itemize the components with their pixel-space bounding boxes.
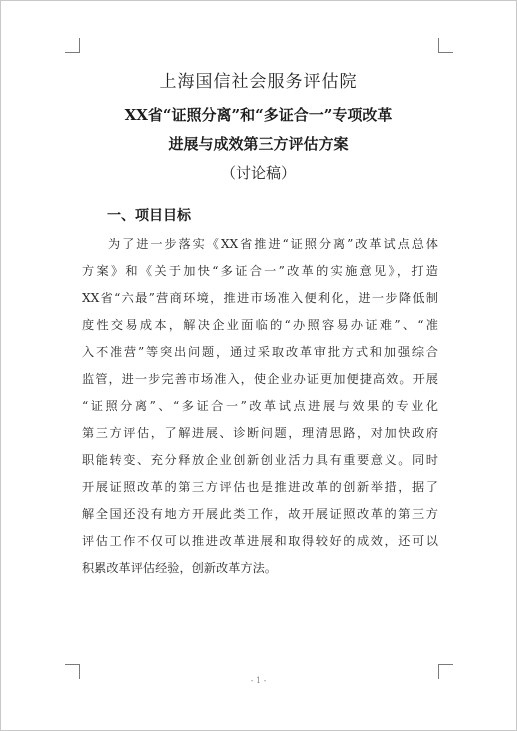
- document-title-line2: 进展与成效第三方评估方案: [168, 135, 349, 153]
- crop-mark-top-left: [65, 38, 80, 53]
- paragraph-line: 评估工作不仅可以推进改革进展和取得较好的成效，还可以: [82, 534, 438, 548]
- paragraph-line: 方案》和《关于加快“多证合一”改革的实施意见》，打造: [82, 264, 438, 278]
- paragraph-line: “证照分离”、“多证合一”改革试点进展与效果的专业化: [82, 399, 438, 413]
- paragraph-line: 积累改革评估经验，创新改革方法。: [82, 561, 277, 575]
- document-subtitle: （讨论稿）: [220, 164, 296, 182]
- paragraph-line: 监管，进一步完善市场准入，使企业办证更加便捷高效。开展: [82, 372, 438, 386]
- page-number: - 1 -: [250, 676, 267, 685]
- body-paragraph: [82, 231, 438, 582]
- section-heading: 一、项目目标: [107, 208, 191, 224]
- paragraph-line: 职能转变、充分释放企业创新创业活力具有重要意义。同时: [82, 453, 438, 467]
- paragraph-line: 为了进一步落实《XX省推进“证照分离”改革试点总体: [108, 237, 438, 251]
- organization-name: 上海国信社会服务评估院: [159, 72, 358, 92]
- paragraph-line: 第三方评估，了解进展、诊断问题，理清思路，对加快政府: [82, 426, 438, 440]
- paragraph-line: 解全国还没有地方开展此类工作，故开展证照改革的第三方: [82, 507, 438, 521]
- crop-mark-top-right: [438, 38, 453, 53]
- paragraph-line: XX省“六最”营商环境，推进市场准入便利化，进一步降低制: [82, 291, 438, 305]
- paragraph-line: 入不准营”等突出问题，通过采取改革审批方式和加强综合: [82, 345, 438, 359]
- paragraph-line: 度性交易成本，解决企业面临的“办照容易办证难”、“准: [82, 318, 438, 332]
- document-title-line1: XX省“证照分离”和“多证合一”专项改革: [124, 106, 393, 124]
- paragraph-line: 开展证照改革的第三方评估也是推进改革的创新举措，据了: [82, 480, 438, 494]
